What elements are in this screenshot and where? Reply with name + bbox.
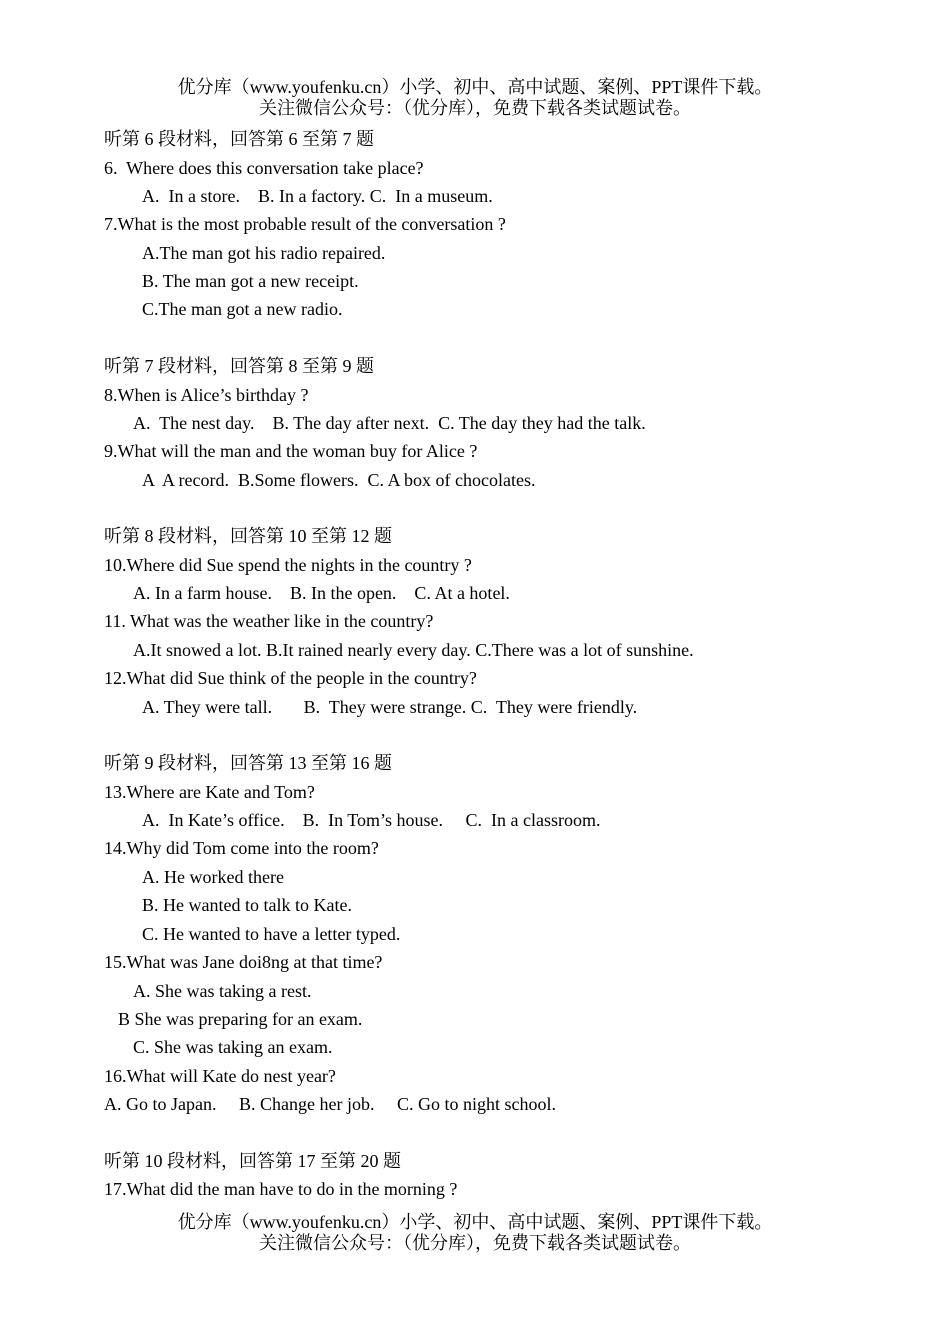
- question-text: 10.Where did Sue spend the nights in the country ?: [104, 555, 472, 575]
- question-text: 17.What did the man have to do in the morning ?: [104, 1179, 458, 1199]
- section-heading: 听第 9 段材料，回答第 13 至第 16 题: [104, 753, 392, 773]
- question-options: A.It snowed a lot. B.It rained nearly every day. C.There was a lot of sunshine.: [133, 640, 694, 660]
- header-line-1: 优分库（www.youfenku.cn）小学、初中、高中试题、案例、PPT课件下载。: [177, 77, 773, 97]
- question-options: A. In a store. B. In a factory. C. In a museum.: [142, 186, 493, 206]
- question-option: C. He wanted to have a letter typed.: [142, 924, 401, 944]
- question-text: 7.What is the most probable result of the conversation ?: [104, 214, 506, 234]
- section-heading: 听第 6 段材料，回答第 6 至第 7 题: [104, 129, 374, 149]
- question-option: A. She was taking a rest.: [133, 981, 312, 1001]
- question-text: 8.When is Alice’s birthday ?: [104, 385, 309, 405]
- question-text: 13.Where are Kate and Tom?: [104, 782, 315, 802]
- question-text: 9.What will the man and the woman buy for Alice ?: [104, 441, 478, 461]
- section-heading: 听第 10 段材料，回答第 17 至第 20 题: [104, 1151, 401, 1171]
- question-options: A. They were tall. B. They were strange. C. They were friendly.: [142, 697, 638, 717]
- question-text: 16.What will Kate do nest year?: [104, 1066, 336, 1086]
- question-option: C.The man got a new radio.: [142, 299, 343, 319]
- question-option: A. He worked there: [142, 867, 284, 887]
- question-options: A A record. B.Some flowers. C. A box of chocolates.: [142, 470, 536, 490]
- question-options: A. In Kate’s office. B. In Tom’s house. C. In a classroom.: [142, 810, 601, 830]
- question-text: 6. Where does this conversation take place?: [104, 158, 424, 178]
- question-option: B. He wanted to talk to Kate.: [142, 895, 352, 915]
- section-heading: 听第 7 段材料，回答第 8 至第 9 题: [104, 356, 374, 376]
- question-text: 11. What was the weather like in the country?: [104, 611, 434, 631]
- footer-line-1: 优分库（www.youfenku.cn）小学、初中、高中试题、案例、PPT课件下载。: [177, 1212, 773, 1232]
- question-text: 15.What was Jane doi8ng at that time?: [104, 952, 383, 972]
- question-options: A. The nest day. B. The day after next. C. The day they had the talk.: [133, 413, 646, 433]
- footer-line-2: 关注微信公众号：（优分库），免费下载各类试题试卷。: [259, 1233, 691, 1253]
- header-line-2: 关注微信公众号：（优分库），免费下载各类试题试卷。: [259, 98, 691, 118]
- question-text: 12.What did Sue think of the people in the country?: [104, 668, 477, 688]
- question-options: A. In a farm house. B. In the open. C. At a hotel.: [133, 583, 510, 603]
- question-option: B She was preparing for an exam.: [118, 1009, 363, 1029]
- question-option: B. The man got a new receipt.: [142, 271, 359, 291]
- section-heading: 听第 8 段材料，回答第 10 至第 12 题: [104, 526, 392, 546]
- question-option: A.The man got his radio repaired.: [142, 243, 386, 263]
- question-options: A. Go to Japan. B. Change her job. C. Go to night school.: [104, 1094, 556, 1114]
- question-text: 14.Why did Tom come into the room?: [104, 838, 379, 858]
- question-option: C. She was taking an exam.: [133, 1037, 333, 1057]
